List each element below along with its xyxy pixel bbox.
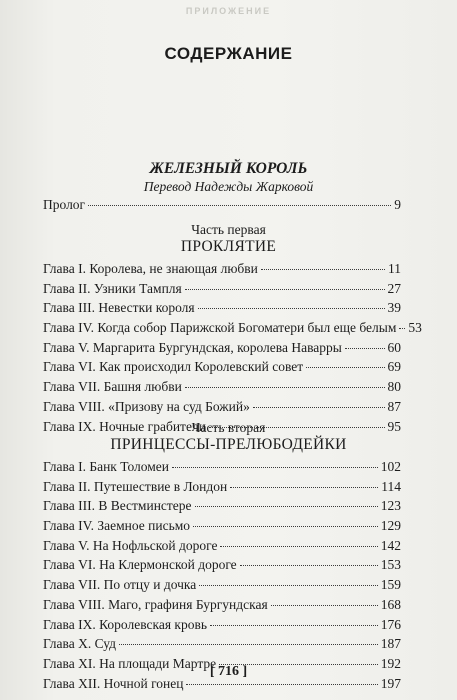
leader-dots	[271, 605, 378, 606]
leader-dots	[198, 308, 385, 309]
toc-entry-label: Глава V. Маргарита Бургундская, королева Наварры	[43, 339, 342, 355]
leader-dots	[210, 625, 378, 626]
part2-entries	[43, 459, 401, 695]
toc-entry	[43, 261, 401, 281]
toc-entry-page: 168	[380, 596, 401, 612]
toc-entry	[43, 281, 401, 301]
toc-entry-label: Глава III. В Вестминстере	[43, 498, 192, 514]
leader-dots	[306, 367, 384, 368]
toc-entry-label: Глава VII. По отцу и дочка	[43, 577, 197, 593]
leader-dots	[345, 348, 385, 349]
toc-entry-prologue	[43, 197, 401, 217]
leader-dots	[193, 526, 378, 527]
leader-dots	[119, 644, 378, 645]
toc-entry-label: Глава II. Узники Тампля	[43, 280, 182, 296]
leader-dots	[172, 467, 378, 468]
toc-entry	[43, 498, 401, 518]
toc-entry-page: 102	[380, 459, 401, 474]
leader-dots	[185, 289, 385, 290]
toc-entry	[43, 538, 401, 558]
toc-entry	[43, 597, 401, 617]
toc-entry-label: Глава V. На Нофльской дороге	[43, 537, 218, 553]
toc-entry-page: 69	[387, 359, 401, 375]
toc-entry-page: 187	[380, 636, 401, 652]
toc-entry-label: Глава III. Невестки короля	[43, 300, 195, 316]
page-number: [ 716 ]	[209, 664, 248, 679]
toc-entry-label: Глава XII. Ночной гонец	[43, 675, 184, 691]
toc-entry-label: Пролог	[43, 197, 86, 212]
toc-entry-page: 87	[387, 398, 401, 414]
toc-entry	[43, 557, 401, 577]
toc-entry-page: 192	[380, 655, 401, 671]
toc-entry-page: 129	[380, 518, 401, 534]
part2-title: ПРИНЦЕССЫ-ПРЕЛЮБОДЕЙКИ	[110, 436, 347, 453]
prologue-list	[43, 197, 401, 217]
toc-entry	[43, 577, 401, 597]
toc-entry-label: Глава IX. Королевская кровь	[43, 616, 208, 632]
toc-entry-page: 197	[380, 675, 401, 691]
toc-entry	[43, 359, 401, 379]
toc-entry-page: 95	[387, 418, 401, 434]
toc-entry-page: 60	[387, 339, 401, 355]
toc-entry-label: Глава VIII. Маго, графиня Бургундская	[43, 596, 268, 612]
toc-entry-label: Глава II. Путешествие в Лондон	[43, 478, 228, 494]
leader-dots	[230, 487, 378, 488]
book-title: ЖЕЛЕЗНЫЙ КОРОЛЬ	[149, 160, 308, 177]
toc-entry	[43, 399, 401, 419]
toc-entry-page: 53	[408, 320, 422, 336]
toc-entry	[43, 636, 401, 656]
leader-dots	[186, 684, 377, 685]
toc-entry	[43, 340, 401, 360]
toc-entry	[43, 320, 422, 340]
leader-dots	[240, 565, 378, 566]
toc-entry	[43, 459, 401, 479]
leader-dots	[199, 585, 377, 586]
part1-label: Часть первая	[191, 222, 266, 237]
toc-entry-page: 153	[380, 557, 401, 573]
toc-entry-page: 9	[394, 197, 401, 212]
toc-entry-label: Глава IV. Когда собор Парижской Богоматери был еще белым	[43, 320, 397, 336]
toc-entry	[43, 617, 401, 637]
toc-entry	[43, 479, 401, 499]
toc-entry-page: 80	[387, 379, 401, 395]
toc-entry-label: Глава VI. Как происходил Королевский совет	[43, 359, 304, 375]
toc-entry-page: 176	[380, 616, 401, 632]
leader-dots	[88, 205, 391, 206]
leader-dots	[220, 546, 377, 547]
toc-entry-page: 27	[387, 280, 401, 296]
translator-credit: Перевод Надежды Жарковой	[143, 179, 314, 194]
toc-entry-label: Глава I. Банк Толомеи	[43, 459, 170, 474]
toc-entry-label: Глава VII. Башня любви	[43, 379, 182, 395]
leader-dots	[185, 387, 385, 388]
part2-label: Часть вторая	[191, 420, 266, 435]
toc-entry-label: Глава I. Королева, не знающая любви	[43, 261, 258, 276]
running-head: ПРИЛОЖЕНИЕ	[185, 6, 272, 16]
toc-entry-label: Глава IX. Ночные грабители	[43, 418, 206, 434]
page-title: СОДЕРЖАНИЕ	[164, 44, 293, 63]
part1-entries	[43, 261, 422, 438]
part1-title: ПРОКЛЯТИЕ	[180, 238, 277, 255]
toc-entry-label: Глава X. Суд	[43, 636, 117, 652]
toc-entry-label: Глава VI. На Клермонской дороге	[43, 557, 237, 573]
toc-entry-page: 114	[381, 478, 401, 494]
toc-entry	[43, 300, 401, 320]
leader-dots	[399, 328, 405, 329]
toc-entry	[43, 379, 401, 399]
toc-entry-page: 11	[388, 261, 401, 276]
toc-entry-page: 39	[387, 300, 401, 316]
toc-entry	[43, 518, 401, 538]
toc-entry-page: 142	[380, 537, 401, 553]
leader-dots	[195, 506, 378, 507]
leader-dots	[261, 269, 385, 270]
toc-entry-page: 123	[380, 498, 401, 514]
leader-dots	[253, 407, 385, 408]
toc-entry-label: Глава VIII. «Призову на суд Божий»	[43, 398, 250, 414]
toc-entry-label: Глава XI. На площади Мартре	[43, 655, 217, 671]
toc-entry-label: Глава IV. Заемное письмо	[43, 518, 191, 534]
toc-entry-page: 159	[380, 577, 401, 593]
